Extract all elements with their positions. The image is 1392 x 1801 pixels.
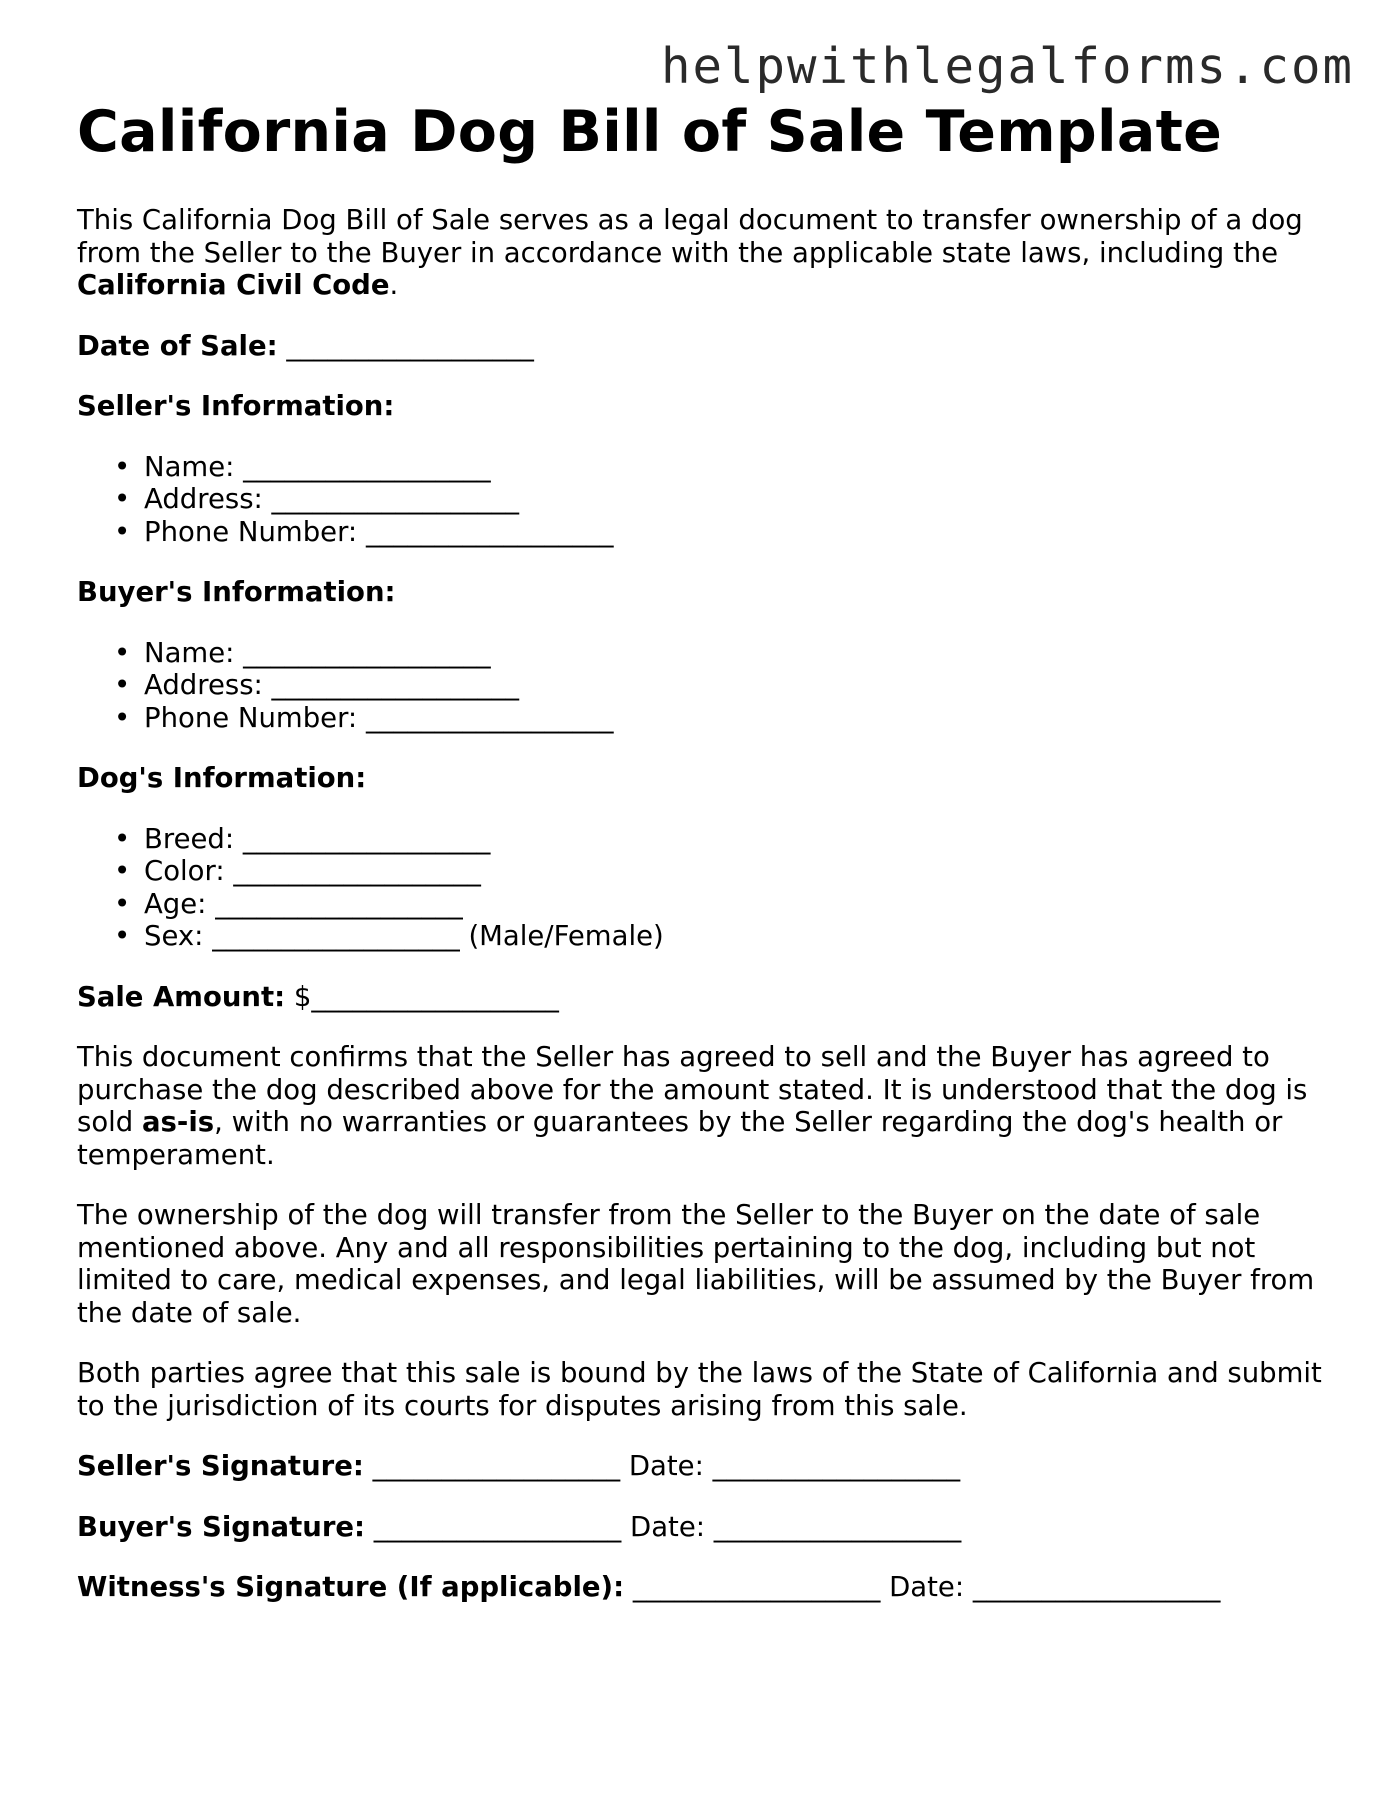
seller-name-label: Name:: [144, 450, 235, 483]
list-item: [144, 702, 1327, 735]
para1-after: , with no warranties or guarantees by the Seller regarding the dog's health or temperament.: [77, 1106, 1283, 1171]
dog-color-blank[interactable]: __________________: [233, 855, 481, 887]
seller-phone-label: Phone Number:: [144, 515, 358, 548]
sale-amount-blank[interactable]: __________________: [311, 980, 559, 1013]
witness-date-label: Date:: [889, 1571, 965, 1603]
seller-info-list: [77, 451, 1327, 549]
dog-breed-blank[interactable]: __________________: [242, 822, 491, 855]
dog-info-list: [77, 823, 1327, 953]
as-is-bold: as-is: [142, 1106, 215, 1138]
as-is-paragraph: [77, 1041, 1327, 1171]
intro-bold-code: California Civil Code: [77, 269, 390, 301]
seller-info-heading: [77, 390, 1327, 423]
intro-paragraph: [77, 204, 1327, 302]
buyer-info-list: [77, 637, 1327, 735]
document-content: [77, 96, 1327, 1604]
seller-name-blank[interactable]: __________________: [243, 450, 491, 483]
dog-age-label: Age:: [144, 887, 207, 920]
list-item: [144, 888, 1327, 921]
dog-age-blank[interactable]: __________________: [215, 887, 463, 920]
seller-signature-blank[interactable]: __________________: [372, 1450, 621, 1482]
list-item: [144, 516, 1327, 549]
witness-signature-line: [77, 1571, 1327, 1604]
jurisdiction-paragraph: Both parties agree that this sale is bound by the laws of the State of California and submit to the jurisdiction of its courts for disputes arising from this sale.: [77, 1357, 1322, 1422]
seller-date-blank[interactable]: __________________: [712, 1450, 961, 1482]
witness-signature-label: Witness's Signature (If applicable):: [77, 1571, 625, 1603]
list-item: [144, 669, 1327, 702]
witness-date-blank[interactable]: __________________: [972, 1571, 1221, 1603]
seller-address-label: Address:: [144, 483, 263, 515]
seller-date-label: Date:: [628, 1450, 704, 1482]
dog-sex-blank[interactable]: __________________: [212, 920, 460, 952]
seller-info-heading-text: Seller's Information:: [77, 390, 395, 422]
seller-signature-label: Seller's Signature:: [77, 1450, 364, 1482]
para1-before: This document confirms that the Seller has agreed to sell and the Buyer has agreed to purchase the dog described above for the amount stated. It is understood that the dog is sold: [77, 1041, 1308, 1138]
list-item: [144, 451, 1327, 484]
list-item: [144, 855, 1327, 888]
dog-info-heading: [77, 762, 1327, 795]
buyer-date-label: Date:: [630, 1510, 706, 1543]
buyer-phone-blank[interactable]: __________________: [365, 701, 614, 734]
date-of-sale-blank[interactable]: __________________: [286, 329, 534, 362]
buyer-signature-line: [77, 1511, 1327, 1544]
list-item: [144, 483, 1327, 516]
dog-sex-label: Sex:: [144, 920, 204, 952]
buyer-address-blank[interactable]: __________________: [271, 669, 520, 701]
ownership-paragraph: The ownership of the dog will transfer from the Seller to the Buyer on the date of sale mentioned above. Any and all responsibilities pertaining to the dog, including but not limited to care, medical expenses, and legal liabilities, will be assumed by the Buyer from the date of sale.: [77, 1199, 1315, 1329]
buyer-signature-blank[interactable]: __________________: [373, 1510, 622, 1543]
list-item: [144, 920, 1327, 953]
seller-phone-blank[interactable]: __________________: [365, 515, 614, 548]
seller-address-blank[interactable]: __________________: [271, 483, 520, 515]
dog-sex-options: (Male/Female): [468, 920, 664, 952]
seller-signature-line: [77, 1450, 1327, 1483]
buyer-address-label: Address:: [144, 669, 263, 701]
list-item: [144, 637, 1327, 670]
dog-breed-label: Breed:: [144, 822, 235, 855]
buyer-name-label: Name:: [144, 636, 235, 669]
buyer-date-blank[interactable]: __________________: [713, 1510, 962, 1543]
witness-signature-blank[interactable]: __________________: [632, 1571, 881, 1603]
buyer-info-heading-text: Buyer's Information:: [77, 576, 396, 608]
buyer-info-heading: [77, 576, 1327, 609]
date-of-sale-line: [77, 330, 1327, 363]
date-of-sale-label: Date of Sale:: [77, 329, 278, 362]
dog-info-heading-text: Dog's Information:: [77, 762, 367, 794]
document-title: California Dog Bill of Sale Template: [77, 99, 1223, 165]
buyer-signature-label: Buyer's Signature:: [77, 1510, 366, 1543]
dog-color-label: Color:: [144, 855, 225, 887]
list-item: [144, 823, 1327, 856]
site-watermark: helpwithlegalforms.com: [660, 38, 1354, 95]
intro-end: .: [389, 269, 399, 301]
buyer-name-blank[interactable]: __________________: [243, 636, 491, 669]
intro-text: This California Dog Bill of Sale serves as a legal document to transfer ownership of a dog from the Seller to the Buyer in accordance with the applicable state laws, including the: [77, 204, 1303, 269]
sale-amount-line: [77, 981, 1327, 1014]
buyer-phone-label: Phone Number:: [144, 701, 358, 734]
currency-symbol: $: [293, 980, 312, 1013]
sale-amount-label: Sale Amount:: [77, 980, 286, 1013]
